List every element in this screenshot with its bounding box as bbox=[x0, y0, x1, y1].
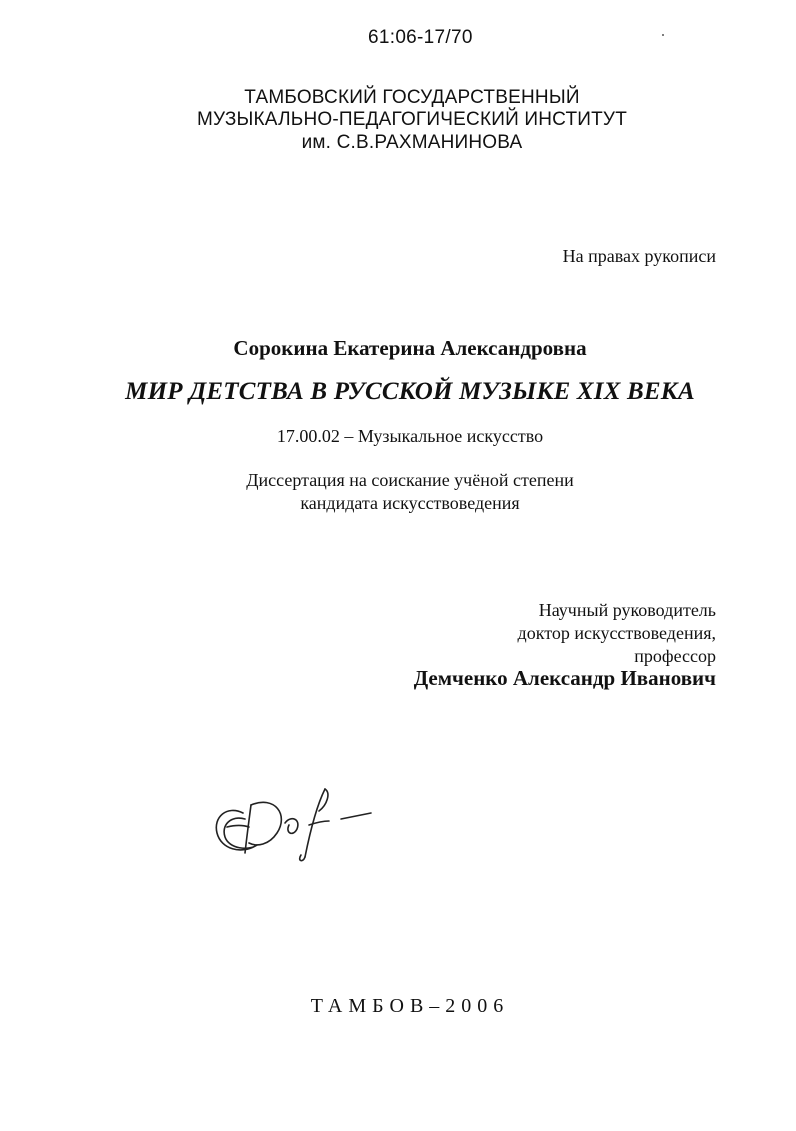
manuscript-rights-note: На правах рукописи bbox=[562, 246, 716, 266]
supervisor-role: Научный руководитель bbox=[538, 600, 716, 620]
handwritten-signature bbox=[205, 775, 385, 865]
institution-line-2: МУЗЫКАЛЬНО-ПЕДАГОГИЧЕСКИЙ ИНСТИТУТ bbox=[196, 109, 628, 130]
city-year: ТАМБОВ–2006 bbox=[310, 995, 510, 1017]
author-name: Сорокина Екатерина Александровна bbox=[233, 336, 587, 360]
supervisor-degree: доктор искусствоведения, bbox=[517, 623, 716, 643]
supervisor-rank: профессор bbox=[634, 646, 716, 666]
scan-speck bbox=[662, 34, 664, 36]
dissertation-title: МИР ДЕТСТВА В РУССКОЙ МУЗЫКЕ XIX ВЕКА bbox=[125, 378, 695, 405]
institution-line-3: им. С.В.РАХМАНИНОВА bbox=[301, 132, 523, 153]
catalog-number: 61:06-17/70 bbox=[368, 27, 473, 48]
institution-line-1: ТАМБОВСКИЙ ГОСУДАРСТВЕННЫЙ bbox=[244, 87, 580, 108]
specialty-code: 17.00.02 – Музыкальное искусство bbox=[276, 426, 544, 446]
supervisor-name: Демченко Александр Иванович bbox=[413, 666, 716, 690]
dissertation-degree-line-1: Диссертация на соискание учёной степени bbox=[246, 470, 574, 490]
dissertation-degree-line-2: кандидата искусствоведения bbox=[300, 493, 520, 513]
